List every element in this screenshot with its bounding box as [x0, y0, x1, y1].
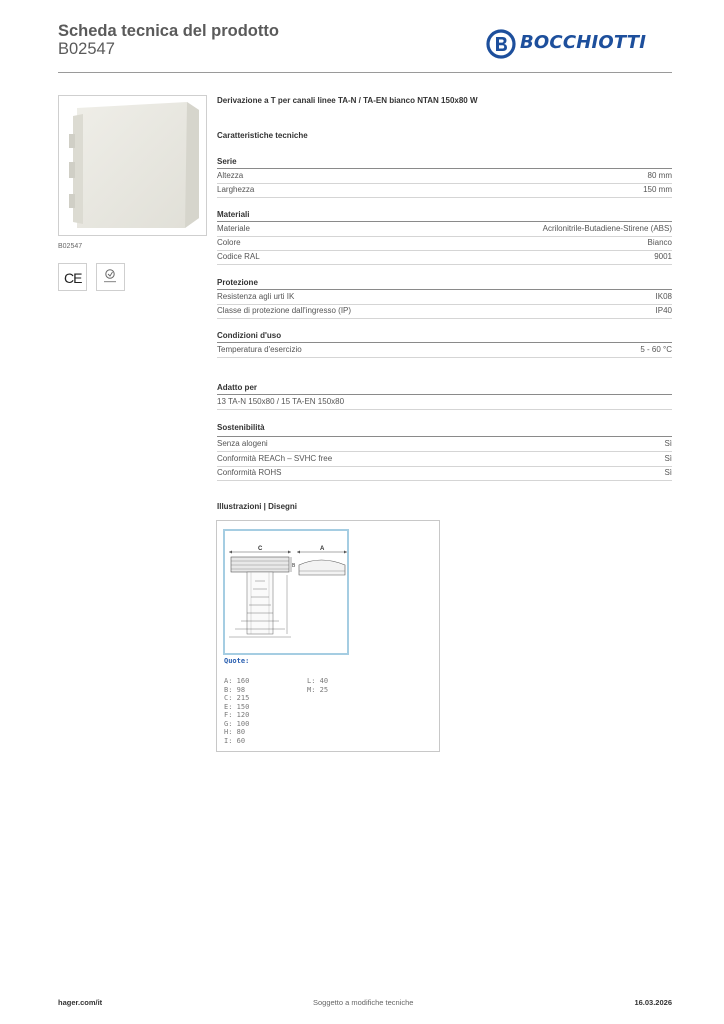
page-title: Scheda tecnica del prodotto [58, 22, 279, 40]
ce-mark-icon: CE [64, 270, 82, 286]
footer-date: 16.03.2026 [634, 998, 672, 1007]
spec-row-rohs: Conformità ROHS Sì [217, 466, 672, 481]
section-materiali-title: Materiali [217, 210, 250, 219]
spec-row-halogen-free: Senza alogeni Sì [217, 437, 672, 452]
quality-certification [96, 263, 125, 291]
dim-label-a: A [320, 546, 325, 552]
spec-row-temperature: Temperatura d'esercizio 5 - 60 °C [217, 343, 672, 358]
bocchiotti-logo [486, 28, 668, 60]
logo-emblem-icon [486, 29, 516, 59]
spec-row-reach: Conformità REACh – SVHC free Sì [217, 452, 672, 467]
spec-row-ral: Codice RAL 9001 [217, 250, 672, 265]
dim-label-b: B [292, 563, 296, 569]
spec-row-width: Larghezza 150 mm [217, 183, 672, 198]
product-description: Derivazione a T per canali linee TA-N / TA-EN bianco NTAN 150x80 W [217, 96, 478, 105]
spec-row-height: Altezza 80 mm [217, 169, 672, 184]
spec-row-compatible: 13 TA-N 150x80 / 15 TA-EN 150x80 [217, 395, 672, 410]
section-adatto-title: Adatto per [217, 383, 257, 392]
footer-disclaimer: Soggetto a modifiche tecniche [313, 998, 414, 1007]
certification-mark-icon [97, 264, 124, 290]
ce-certification [58, 263, 87, 291]
section-condizioni-title: Condizioni d'uso [217, 331, 282, 340]
section-sostenibilita-title: Sostenibilità [217, 423, 265, 432]
spec-row-color: Colore Bianco [217, 236, 672, 251]
spec-row-ik: Resistenza agli urti IK IK08 [217, 290, 672, 305]
product-code: B02547 [58, 40, 115, 58]
spec-row-ip: Classe di protezione dall'ingresso (IP) IP40 [217, 304, 672, 319]
technical-features-heading: Caratteristiche tecniche [217, 131, 308, 140]
spec-row-material: Materiale Acrilonitrile-Butadiene-Stirene (ABS) [217, 222, 672, 237]
dimensions-list-left: A: 160 B: 98 C: 215 E: 150 F: 120 G: 100 H: 80 I: 60 [224, 677, 250, 745]
section-serie-title: Serie [217, 157, 237, 166]
brand-name: BOCCHIOTTI [520, 32, 647, 53]
illustrations-heading: Illustrazioni | Disegni [217, 502, 298, 511]
product-image [58, 95, 207, 236]
footer-website[interactable]: hager.com/it [58, 998, 103, 1007]
dimension-drawing [223, 529, 349, 655]
dimensions-list-right: L: 40 M: 25 [307, 677, 329, 694]
product-image-caption: B02547 [58, 243, 83, 250]
dimensions-heading: Quote: [224, 657, 250, 665]
header-divider [58, 72, 672, 73]
technical-drawing-panel [216, 520, 440, 752]
section-protezione-title: Protezione [217, 278, 258, 287]
dim-label-c: C [258, 546, 263, 552]
